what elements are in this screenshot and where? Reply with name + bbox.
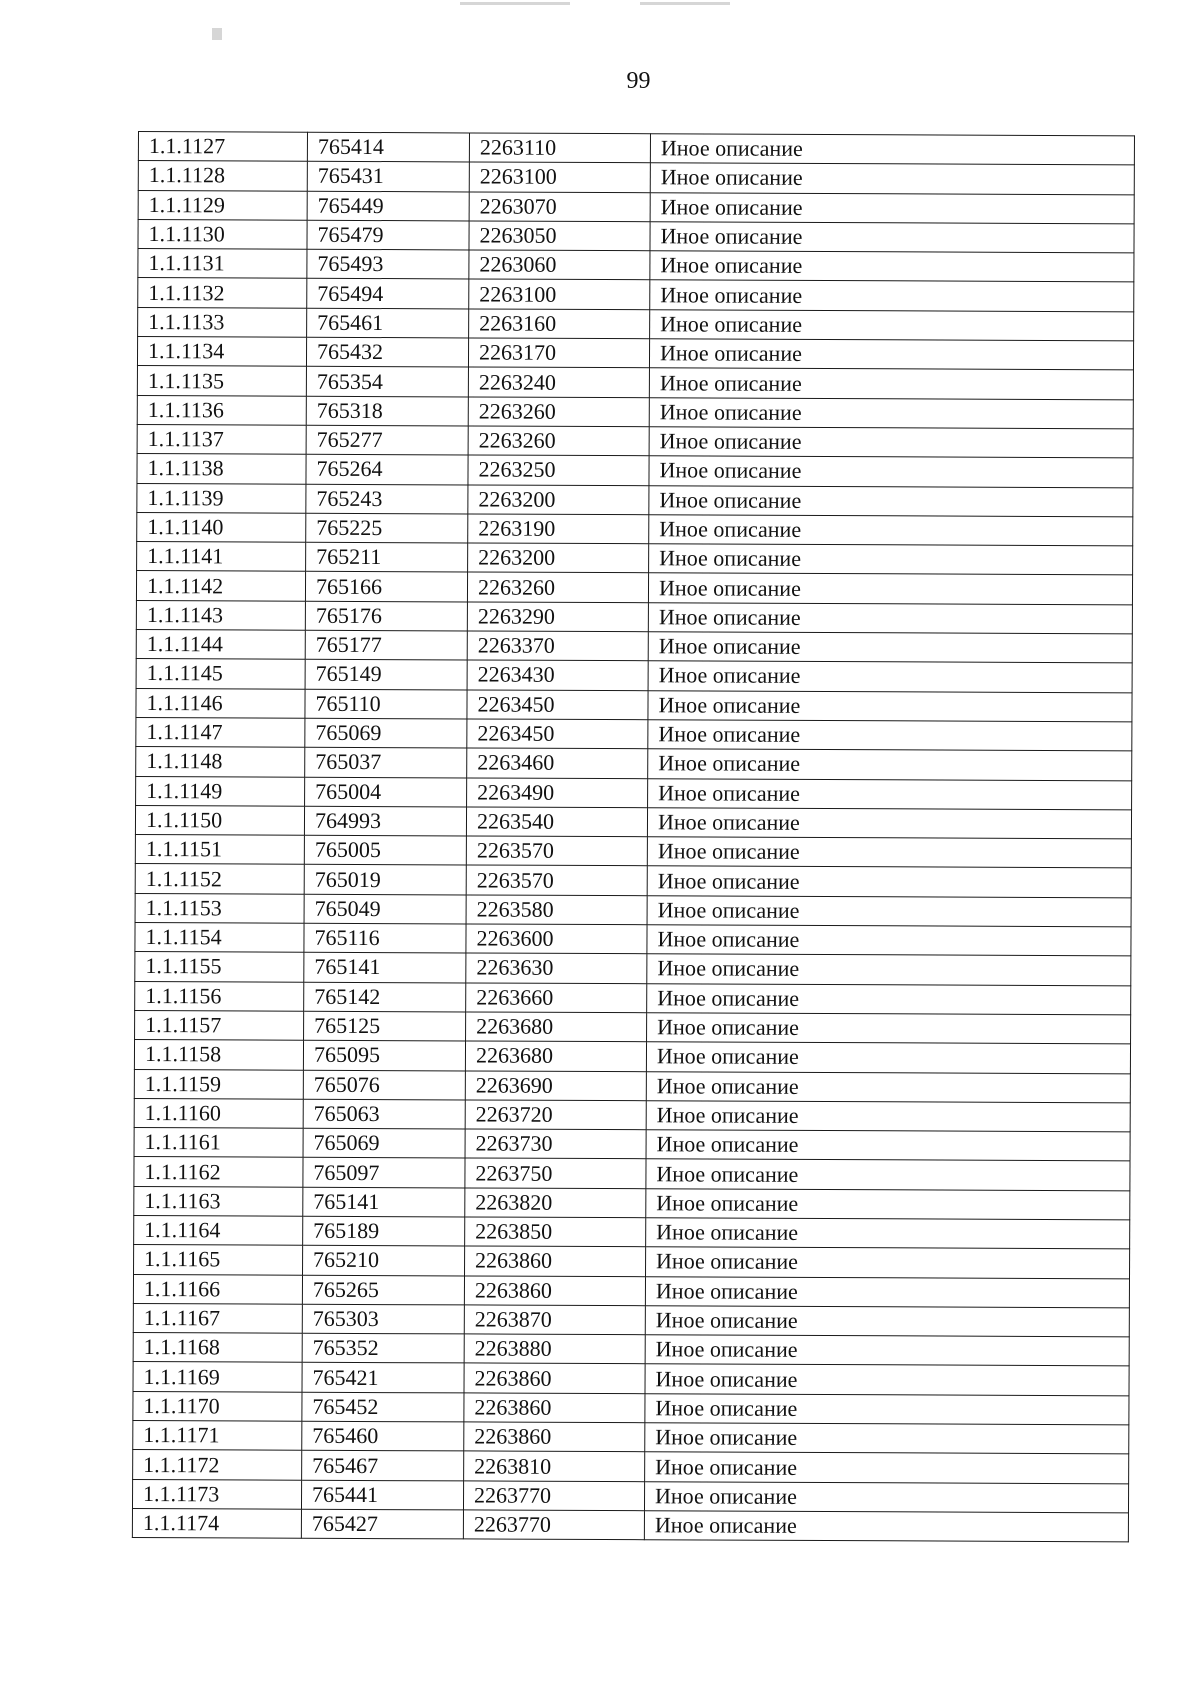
x-coordinate-cell: 765097 [303, 1158, 465, 1188]
x-coordinate-cell: 765449 [307, 191, 469, 221]
y-coordinate-cell: 2263190 [468, 514, 649, 544]
description-cell: Иное описание [646, 1218, 1130, 1249]
table-row [138, 249, 1134, 283]
y-coordinate-cell: 2263600 [466, 924, 647, 954]
y-coordinate-cell: 2263720 [465, 1100, 646, 1130]
y-coordinate-cell: 2263450 [467, 690, 648, 720]
description-cell: Иное описание [648, 690, 1132, 721]
y-coordinate-cell: 2263490 [467, 777, 648, 807]
table-row [138, 190, 1134, 224]
y-coordinate-cell: 2263880 [464, 1334, 645, 1364]
table-row [138, 307, 1134, 341]
x-coordinate-cell: 765243 [306, 484, 468, 514]
point-number-cell: 1.1.1144 [136, 630, 305, 660]
point-number-cell: 1.1.1137 [137, 424, 306, 454]
table-row [136, 571, 1132, 605]
description-cell: Иное описание [644, 1481, 1128, 1512]
point-number-cell: 1.1.1132 [138, 278, 307, 308]
y-coordinate-cell: 2263100 [469, 162, 650, 192]
y-coordinate-cell: 2263570 [466, 836, 647, 866]
description-cell: Иное описание [644, 1511, 1128, 1542]
x-coordinate-cell: 765069 [305, 718, 467, 748]
point-number-cell: 1.1.1163 [134, 1186, 303, 1216]
y-coordinate-cell: 2263660 [466, 983, 647, 1013]
point-number-cell: 1.1.1148 [136, 747, 305, 777]
table-row [137, 395, 1133, 429]
x-coordinate-cell: 765076 [303, 1070, 465, 1100]
x-coordinate-cell: 765225 [306, 513, 468, 543]
x-coordinate-cell: 765149 [305, 660, 467, 690]
x-coordinate-cell: 765303 [302, 1304, 464, 1334]
point-number-cell: 1.1.1152 [135, 864, 304, 894]
table-row [138, 161, 1134, 195]
description-cell: Иное описание [645, 1452, 1129, 1483]
table-row [137, 424, 1133, 458]
table-row [134, 1040, 1130, 1074]
table-row [134, 1215, 1130, 1249]
description-cell: Иное описание [650, 222, 1134, 253]
y-coordinate-cell: 2263750 [465, 1158, 646, 1188]
table-row [133, 1391, 1129, 1425]
y-coordinate-cell: 2263430 [467, 660, 648, 690]
table-row [132, 1479, 1128, 1513]
point-number-cell: 1.1.1130 [138, 219, 307, 249]
x-coordinate-cell: 765264 [306, 455, 468, 485]
table-row [135, 835, 1131, 869]
y-coordinate-cell: 2263260 [468, 397, 649, 427]
y-coordinate-cell: 2263630 [466, 953, 647, 983]
y-coordinate-cell: 2263570 [466, 865, 647, 895]
point-number-cell: 1.1.1136 [137, 395, 306, 425]
table-row [136, 776, 1132, 810]
description-cell: Иное описание [646, 1188, 1130, 1219]
scan-noise [212, 28, 222, 40]
x-coordinate-cell: 765318 [306, 396, 468, 426]
description-cell: Иное описание [645, 1335, 1129, 1366]
point-number-cell: 1.1.1166 [133, 1274, 302, 1304]
y-coordinate-cell: 2263860 [465, 1246, 646, 1276]
point-number-cell: 1.1.1155 [135, 952, 304, 982]
scan-noise [640, 2, 730, 5]
point-number-cell: 1.1.1129 [138, 190, 307, 220]
y-coordinate-cell: 2263460 [467, 748, 648, 778]
x-coordinate-cell: 764993 [304, 806, 466, 836]
x-coordinate-cell: 765211 [306, 542, 468, 572]
y-coordinate-cell: 2263860 [464, 1422, 645, 1452]
y-coordinate-cell: 2263690 [465, 1070, 646, 1100]
y-coordinate-cell: 2263540 [466, 807, 647, 837]
description-cell: Иное описание [646, 1071, 1130, 1102]
x-coordinate-cell: 765432 [306, 337, 468, 367]
x-coordinate-cell: 765479 [307, 220, 469, 250]
x-coordinate-cell: 765142 [304, 982, 466, 1012]
x-coordinate-cell: 765019 [304, 865, 466, 895]
y-coordinate-cell: 2263250 [468, 455, 649, 485]
point-number-cell: 1.1.1146 [136, 688, 305, 718]
table-row [134, 1157, 1130, 1191]
y-coordinate-cell: 2263050 [469, 221, 650, 251]
point-number-cell: 1.1.1145 [136, 659, 305, 689]
x-coordinate-cell: 765354 [306, 367, 468, 397]
x-coordinate-cell: 765141 [304, 953, 466, 983]
scan-noise [460, 2, 570, 5]
point-number-cell: 1.1.1158 [134, 1040, 303, 1070]
table-row [134, 1186, 1130, 1220]
point-number-cell: 1.1.1171 [133, 1421, 302, 1451]
description-cell: Иное описание [648, 573, 1132, 604]
x-coordinate-cell: 765037 [305, 747, 467, 777]
table-row [134, 1069, 1130, 1103]
point-number-cell: 1.1.1128 [138, 161, 307, 191]
table-row [135, 893, 1131, 927]
x-coordinate-cell: 765352 [302, 1333, 464, 1363]
y-coordinate-cell: 2263860 [464, 1276, 645, 1306]
x-coordinate-cell: 765095 [303, 1040, 465, 1070]
y-coordinate-cell: 2263240 [468, 367, 649, 397]
point-number-cell: 1.1.1164 [134, 1215, 303, 1245]
x-coordinate-cell: 765431 [307, 162, 469, 192]
point-number-cell: 1.1.1140 [137, 512, 306, 542]
y-coordinate-cell: 2263820 [465, 1188, 646, 1218]
point-number-cell: 1.1.1159 [134, 1069, 303, 1099]
y-coordinate-cell: 2263370 [467, 631, 648, 661]
x-coordinate-cell: 765467 [302, 1451, 464, 1481]
y-coordinate-cell: 2263730 [465, 1129, 646, 1159]
description-cell: Иное описание [649, 368, 1133, 399]
description-cell: Иное описание [645, 1393, 1129, 1424]
description-cell: Иное описание [650, 192, 1134, 223]
x-coordinate-cell: 765110 [305, 689, 467, 719]
x-coordinate-cell: 765189 [303, 1216, 465, 1246]
point-number-cell: 1.1.1170 [133, 1391, 302, 1421]
description-cell: Иное описание [645, 1306, 1129, 1337]
point-number-cell: 1.1.1134 [137, 337, 306, 367]
x-coordinate-cell: 765177 [305, 630, 467, 660]
table-row [134, 1128, 1130, 1162]
point-number-cell: 1.1.1149 [136, 776, 305, 806]
y-coordinate-cell: 2263450 [467, 719, 648, 749]
table-row [135, 864, 1131, 898]
y-coordinate-cell: 2263680 [465, 1041, 646, 1071]
y-coordinate-cell: 2263260 [467, 572, 648, 602]
point-number-cell: 1.1.1161 [134, 1128, 303, 1158]
point-number-cell: 1.1.1151 [135, 835, 304, 865]
table-row [136, 717, 1132, 751]
table-row [137, 542, 1133, 576]
y-coordinate-cell: 2263680 [466, 1012, 647, 1042]
x-coordinate-cell: 765210 [303, 1246, 465, 1276]
point-number-cell: 1.1.1156 [135, 981, 304, 1011]
table-row [137, 454, 1133, 488]
description-cell: Иное описание [650, 310, 1134, 341]
description-cell: Иное описание [645, 1276, 1129, 1307]
point-number-cell: 1.1.1153 [135, 893, 304, 923]
description-cell: Иное описание [647, 954, 1131, 985]
point-number-cell: 1.1.1142 [136, 571, 305, 601]
y-coordinate-cell: 2263200 [468, 543, 649, 573]
table-row [135, 1010, 1131, 1044]
y-coordinate-cell: 2263160 [469, 309, 650, 339]
x-coordinate-cell: 765441 [301, 1480, 463, 1510]
description-cell: Иное описание [646, 1159, 1130, 1190]
x-coordinate-cell: 765005 [304, 835, 466, 865]
description-cell: Иное описание [647, 925, 1131, 956]
description-cell: Иное описание [647, 1013, 1131, 1044]
table-row [135, 805, 1131, 839]
y-coordinate-cell: 2263860 [464, 1393, 645, 1423]
point-number-cell: 1.1.1165 [134, 1245, 303, 1275]
description-cell: Иное описание [649, 485, 1133, 516]
point-number-cell: 1.1.1154 [135, 923, 304, 953]
table-row [133, 1274, 1129, 1308]
y-coordinate-cell: 2263810 [464, 1451, 645, 1481]
point-number-cell: 1.1.1147 [136, 717, 305, 747]
description-cell: Иное описание [649, 397, 1133, 428]
description-cell: Иное описание [648, 661, 1132, 692]
description-cell: Иное описание [650, 251, 1134, 282]
table-row [137, 337, 1133, 371]
description-cell: Иное описание [647, 866, 1131, 897]
x-coordinate-cell: 765452 [302, 1392, 464, 1422]
point-number-cell: 1.1.1174 [132, 1508, 301, 1538]
description-cell: Иное описание [649, 544, 1133, 575]
y-coordinate-cell: 2263850 [465, 1217, 646, 1247]
table-row [134, 1245, 1130, 1279]
description-cell: Иное описание [647, 808, 1131, 839]
y-coordinate-cell: 2263070 [469, 192, 650, 222]
point-number-cell: 1.1.1169 [133, 1362, 302, 1392]
description-cell: Иное описание [646, 1247, 1130, 1278]
x-coordinate-cell: 765125 [304, 1011, 466, 1041]
description-cell: Иное описание [647, 983, 1131, 1014]
table-row [137, 483, 1133, 517]
x-coordinate-cell: 765277 [306, 425, 468, 455]
point-number-cell: 1.1.1173 [132, 1479, 301, 1509]
y-coordinate-cell: 2263110 [469, 133, 650, 163]
x-coordinate-cell: 765049 [304, 894, 466, 924]
table-row [133, 1303, 1129, 1337]
description-cell: Иное описание [649, 339, 1133, 370]
table-body [132, 132, 1134, 1543]
x-coordinate-cell: 765141 [303, 1187, 465, 1217]
table-row [135, 952, 1131, 986]
description-cell: Иное описание [645, 1423, 1129, 1454]
point-number-cell: 1.1.1167 [133, 1303, 302, 1333]
point-number-cell: 1.1.1172 [133, 1450, 302, 1480]
description-cell: Иное описание [646, 1101, 1130, 1132]
point-number-cell: 1.1.1160 [134, 1098, 303, 1128]
description-cell: Иное описание [649, 427, 1133, 458]
table-row [133, 1333, 1129, 1367]
y-coordinate-cell: 2263060 [469, 250, 650, 280]
x-coordinate-cell: 765493 [307, 249, 469, 279]
x-coordinate-cell: 765176 [305, 601, 467, 631]
table-row [133, 1450, 1129, 1484]
table-row [138, 219, 1134, 253]
table-row [133, 1362, 1129, 1396]
table-row [133, 1421, 1129, 1455]
x-coordinate-cell: 765460 [302, 1421, 464, 1451]
point-number-cell: 1.1.1127 [138, 132, 307, 162]
x-coordinate-cell: 765063 [303, 1099, 465, 1129]
x-coordinate-cell: 765421 [302, 1363, 464, 1393]
description-cell: Иное описание [650, 134, 1134, 165]
description-cell: Иное описание [648, 632, 1132, 663]
table-row [138, 132, 1134, 166]
y-coordinate-cell: 2263260 [468, 426, 649, 456]
x-coordinate-cell: 765414 [307, 132, 469, 162]
table-row [136, 600, 1132, 634]
point-number-cell: 1.1.1131 [138, 249, 307, 279]
point-number-cell: 1.1.1135 [137, 366, 306, 396]
description-cell: Иное описание [649, 515, 1133, 546]
point-number-cell: 1.1.1157 [135, 1010, 304, 1040]
y-coordinate-cell: 2263860 [464, 1363, 645, 1393]
point-number-cell: 1.1.1168 [133, 1333, 302, 1363]
table-row [136, 688, 1132, 722]
table-row [136, 747, 1132, 781]
description-cell: Иное описание [648, 720, 1132, 751]
y-coordinate-cell: 2263200 [468, 485, 649, 515]
table-row [136, 659, 1132, 693]
description-cell: Иное описание [649, 456, 1133, 487]
page-number: 99 [626, 68, 651, 94]
table-row [138, 278, 1134, 312]
x-coordinate-cell: 765069 [303, 1128, 465, 1158]
description-cell: Иное описание [646, 1042, 1130, 1073]
point-number-cell: 1.1.1162 [134, 1157, 303, 1187]
point-number-cell: 1.1.1139 [137, 483, 306, 513]
table-row [132, 1508, 1128, 1542]
table-row [134, 1098, 1130, 1132]
coordinates-table [132, 131, 1135, 1543]
point-number-cell: 1.1.1143 [136, 600, 305, 630]
x-coordinate-cell: 765494 [307, 279, 469, 309]
point-number-cell: 1.1.1133 [138, 307, 307, 337]
point-number-cell: 1.1.1141 [137, 542, 306, 572]
x-coordinate-cell: 765004 [305, 777, 467, 807]
description-cell: Иное описание [647, 837, 1131, 868]
description-cell: Иное описание [648, 749, 1132, 780]
description-cell: Иное описание [646, 1130, 1130, 1161]
description-cell: Иное описание [645, 1364, 1129, 1395]
x-coordinate-cell: 765116 [304, 923, 466, 953]
y-coordinate-cell: 2263870 [464, 1305, 645, 1335]
description-cell: Иное описание [648, 602, 1132, 633]
y-coordinate-cell: 2263580 [466, 895, 647, 925]
description-cell: Иное описание [650, 280, 1134, 311]
description-cell: Иное описание [648, 778, 1132, 809]
y-coordinate-cell: 2263770 [463, 1510, 644, 1540]
table-row [135, 981, 1131, 1015]
table-row [136, 630, 1132, 664]
table-row [137, 512, 1133, 546]
x-coordinate-cell: 765461 [307, 308, 469, 338]
y-coordinate-cell: 2263290 [467, 602, 648, 632]
x-coordinate-cell: 765166 [305, 572, 467, 602]
table-row [135, 923, 1131, 957]
y-coordinate-cell: 2263170 [468, 338, 649, 368]
y-coordinate-cell: 2263770 [463, 1481, 644, 1511]
table-row [137, 366, 1133, 400]
point-number-cell: 1.1.1138 [137, 454, 306, 484]
x-coordinate-cell: 765265 [302, 1275, 464, 1305]
description-cell: Иное описание [647, 895, 1131, 926]
y-coordinate-cell: 2263100 [469, 279, 650, 309]
x-coordinate-cell: 765427 [301, 1509, 463, 1539]
point-number-cell: 1.1.1150 [135, 805, 304, 835]
description-cell: Иное описание [650, 163, 1134, 194]
